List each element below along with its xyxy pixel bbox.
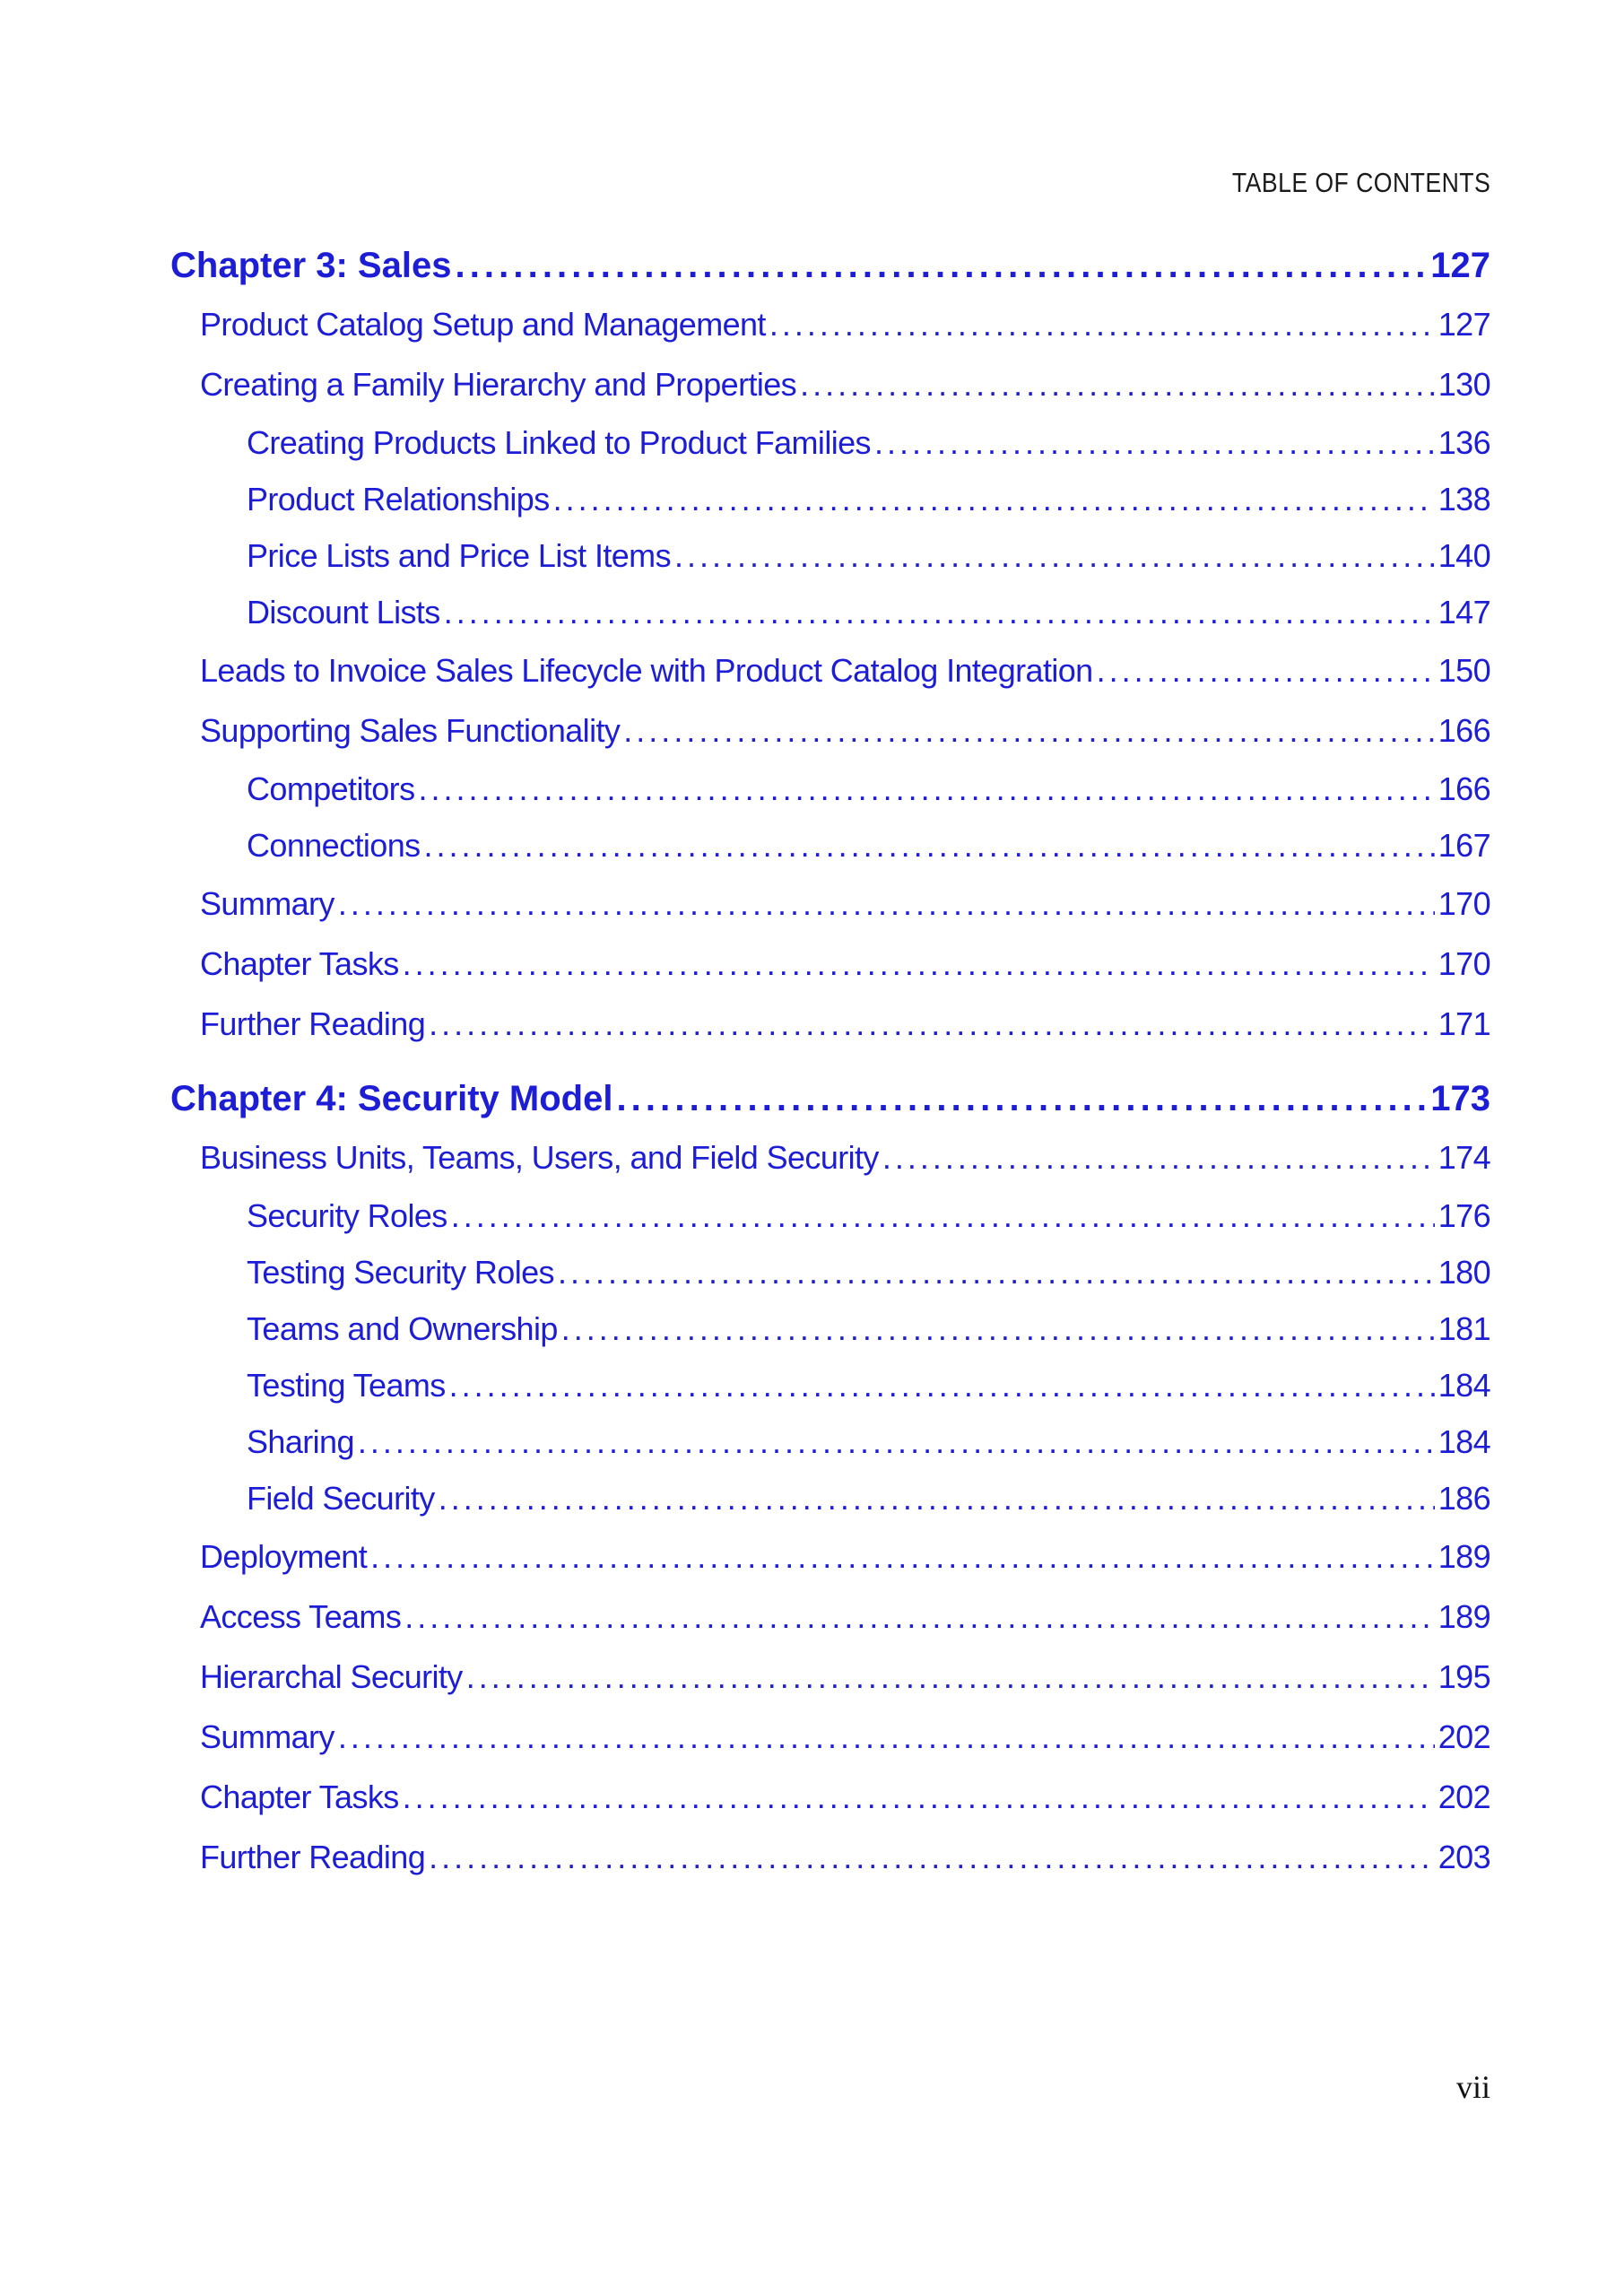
toc-entry-title: Product Catalog Setup and Management [200, 306, 766, 343]
toc-entry-page: 150 [1438, 652, 1490, 689]
toc-entry-page: 136 [1438, 424, 1490, 461]
toc-entry[interactable] [170, 1187, 1490, 1244]
toc-entry-page: 140 [1438, 537, 1490, 574]
dot-leader [424, 817, 1435, 874]
toc-entry-title: Creating Products Linked to Product Families [247, 424, 871, 461]
toc-entry[interactable] [170, 700, 1490, 761]
toc-entry-page: 186 [1438, 1480, 1490, 1517]
toc-entry-title: Hierarchal Security [200, 1658, 463, 1695]
toc-entry-page: 170 [1438, 885, 1490, 922]
toc-entry-title: Chapter Tasks [200, 945, 399, 982]
toc-entry-title: Discount Lists [247, 594, 440, 631]
toc-entry-title: Connections [247, 827, 421, 864]
dot-leader [403, 934, 1435, 994]
dot-leader [558, 1244, 1435, 1300]
toc-entry[interactable] [170, 1526, 1490, 1587]
dot-leader [451, 1187, 1435, 1244]
toc-entry-title: Summary [200, 1718, 334, 1755]
toc-entry[interactable] [170, 584, 1490, 640]
toc-entry[interactable] [170, 1767, 1490, 1827]
toc-entry-title: Testing Teams [247, 1367, 446, 1404]
toc-entry-page: 181 [1438, 1310, 1490, 1347]
toc-entry-title: Business Units, Teams, Users, and Field Security [200, 1139, 879, 1176]
toc-entry-title: Supporting Sales Functionality [200, 712, 621, 749]
dot-leader [1097, 640, 1435, 700]
toc-entry-page: 138 [1438, 481, 1490, 517]
toc-chapter-3 [170, 237, 1490, 1054]
toc-entry-title: Product Relationships [247, 481, 550, 517]
toc-entry[interactable] [170, 527, 1490, 584]
dot-leader [404, 1587, 1435, 1647]
toc-entry-title: Teams and Ownership [247, 1310, 558, 1347]
toc-entry[interactable] [170, 294, 1490, 354]
toc-entry-title: Price Lists and Price List Items [247, 537, 671, 574]
toc-entry-page: 130 [1438, 366, 1490, 403]
toc-chapter-4 [170, 1070, 1490, 1887]
toc-entry[interactable] [170, 1587, 1490, 1647]
toc-entry-title: Summary [200, 885, 334, 922]
toc-entry-page: 170 [1438, 945, 1490, 982]
toc-entry-page: 195 [1438, 1658, 1490, 1695]
toc-entry-title: Chapter 4: Security Model [170, 1079, 613, 1118]
toc-entry-page: 203 [1438, 1839, 1490, 1875]
dot-leader [370, 1526, 1435, 1587]
toc-entry-page: 189 [1438, 1598, 1490, 1635]
toc-entry[interactable] [170, 817, 1490, 874]
toc-entry-page: 180 [1438, 1254, 1490, 1291]
toc-entry-page: 202 [1438, 1718, 1490, 1755]
dot-leader [623, 700, 1434, 761]
toc-entry[interactable] [170, 1300, 1490, 1357]
table-of-contents [170, 237, 1490, 1887]
toc-entry-page: 189 [1438, 1538, 1490, 1575]
dot-leader [616, 1070, 1427, 1127]
toc-entry-page: 176 [1438, 1197, 1490, 1234]
dot-leader [874, 414, 1435, 471]
dot-leader [338, 1707, 1435, 1767]
toc-entry-title: Security Roles [247, 1197, 447, 1234]
toc-entry-page: 166 [1438, 770, 1490, 807]
toc-entry[interactable] [170, 1707, 1490, 1767]
toc-entry[interactable] [170, 934, 1490, 994]
dot-leader [403, 1767, 1435, 1827]
toc-entry[interactable] [170, 1827, 1490, 1887]
toc-entry[interactable] [170, 761, 1490, 817]
page-number: vii [1455, 2069, 1490, 2105]
toc-entry[interactable] [170, 354, 1490, 414]
toc-entry-page: 171 [1438, 1005, 1490, 1042]
toc-entry[interactable] [170, 1470, 1490, 1526]
toc-entry[interactable] [170, 640, 1490, 700]
toc-chapter-heading[interactable] [170, 1070, 1490, 1127]
dot-leader [553, 471, 1435, 527]
toc-entry-page: 147 [1438, 594, 1490, 631]
dot-leader [338, 874, 1435, 934]
toc-entry-title: Chapter Tasks [200, 1779, 399, 1815]
dot-leader [561, 1300, 1435, 1357]
toc-entry-page: 167 [1438, 827, 1490, 864]
toc-entry[interactable] [170, 414, 1490, 471]
toc-entry-page: 127 [1430, 246, 1490, 285]
toc-entry-page: 173 [1430, 1079, 1490, 1118]
dot-leader [455, 237, 1427, 294]
dot-leader [449, 1357, 1435, 1413]
running-head: TABLE OF CONTENTS [1231, 167, 1490, 198]
dot-leader [466, 1647, 1435, 1707]
dot-leader [882, 1127, 1435, 1187]
toc-entry-title: Deployment [200, 1538, 368, 1575]
toc-entry[interactable] [170, 471, 1490, 527]
toc-entry-page: 174 [1438, 1139, 1490, 1176]
toc-entry-page: 202 [1438, 1779, 1490, 1815]
dot-leader [769, 294, 1435, 354]
toc-entry-page: 127 [1438, 306, 1490, 343]
dot-leader [429, 994, 1435, 1054]
chapter-spacer [170, 1054, 1490, 1070]
toc-entry-title: Further Reading [200, 1839, 426, 1875]
dot-leader [358, 1413, 1435, 1470]
dot-leader [439, 1470, 1435, 1526]
toc-entry[interactable] [170, 1244, 1490, 1300]
toc-entry-page: 184 [1438, 1423, 1490, 1460]
toc-entry-title: Sharing [247, 1423, 354, 1460]
toc-entry-title: Competitors [247, 770, 415, 807]
toc-entry-title: Further Reading [200, 1005, 426, 1042]
toc-entry-title: Leads to Invoice Sales Lifecycle with Product Catalog Integration [200, 652, 1093, 689]
toc-entry[interactable] [170, 1127, 1490, 1187]
dot-leader [674, 527, 1435, 584]
toc-entry-title: Testing Security Roles [247, 1254, 554, 1291]
dot-leader [444, 584, 1435, 640]
toc-entry-page: 166 [1438, 712, 1490, 749]
toc-entry-title: Creating a Family Hierarchy and Properties [200, 366, 797, 403]
toc-entry[interactable] [170, 994, 1490, 1054]
toc-entry[interactable] [170, 1357, 1490, 1413]
dot-leader [800, 354, 1435, 414]
toc-entry[interactable] [170, 874, 1490, 934]
toc-entry-page: 184 [1438, 1367, 1490, 1404]
dot-leader [429, 1827, 1435, 1887]
toc-entry-title: Chapter 3: Sales [170, 246, 452, 285]
toc-entry[interactable] [170, 1647, 1490, 1707]
toc-entry-title: Field Security [247, 1480, 435, 1517]
toc-entry[interactable] [170, 1413, 1490, 1470]
dot-leader [418, 761, 1434, 817]
toc-entry-title: Access Teams [200, 1598, 402, 1635]
toc-chapter-heading[interactable] [170, 237, 1490, 294]
